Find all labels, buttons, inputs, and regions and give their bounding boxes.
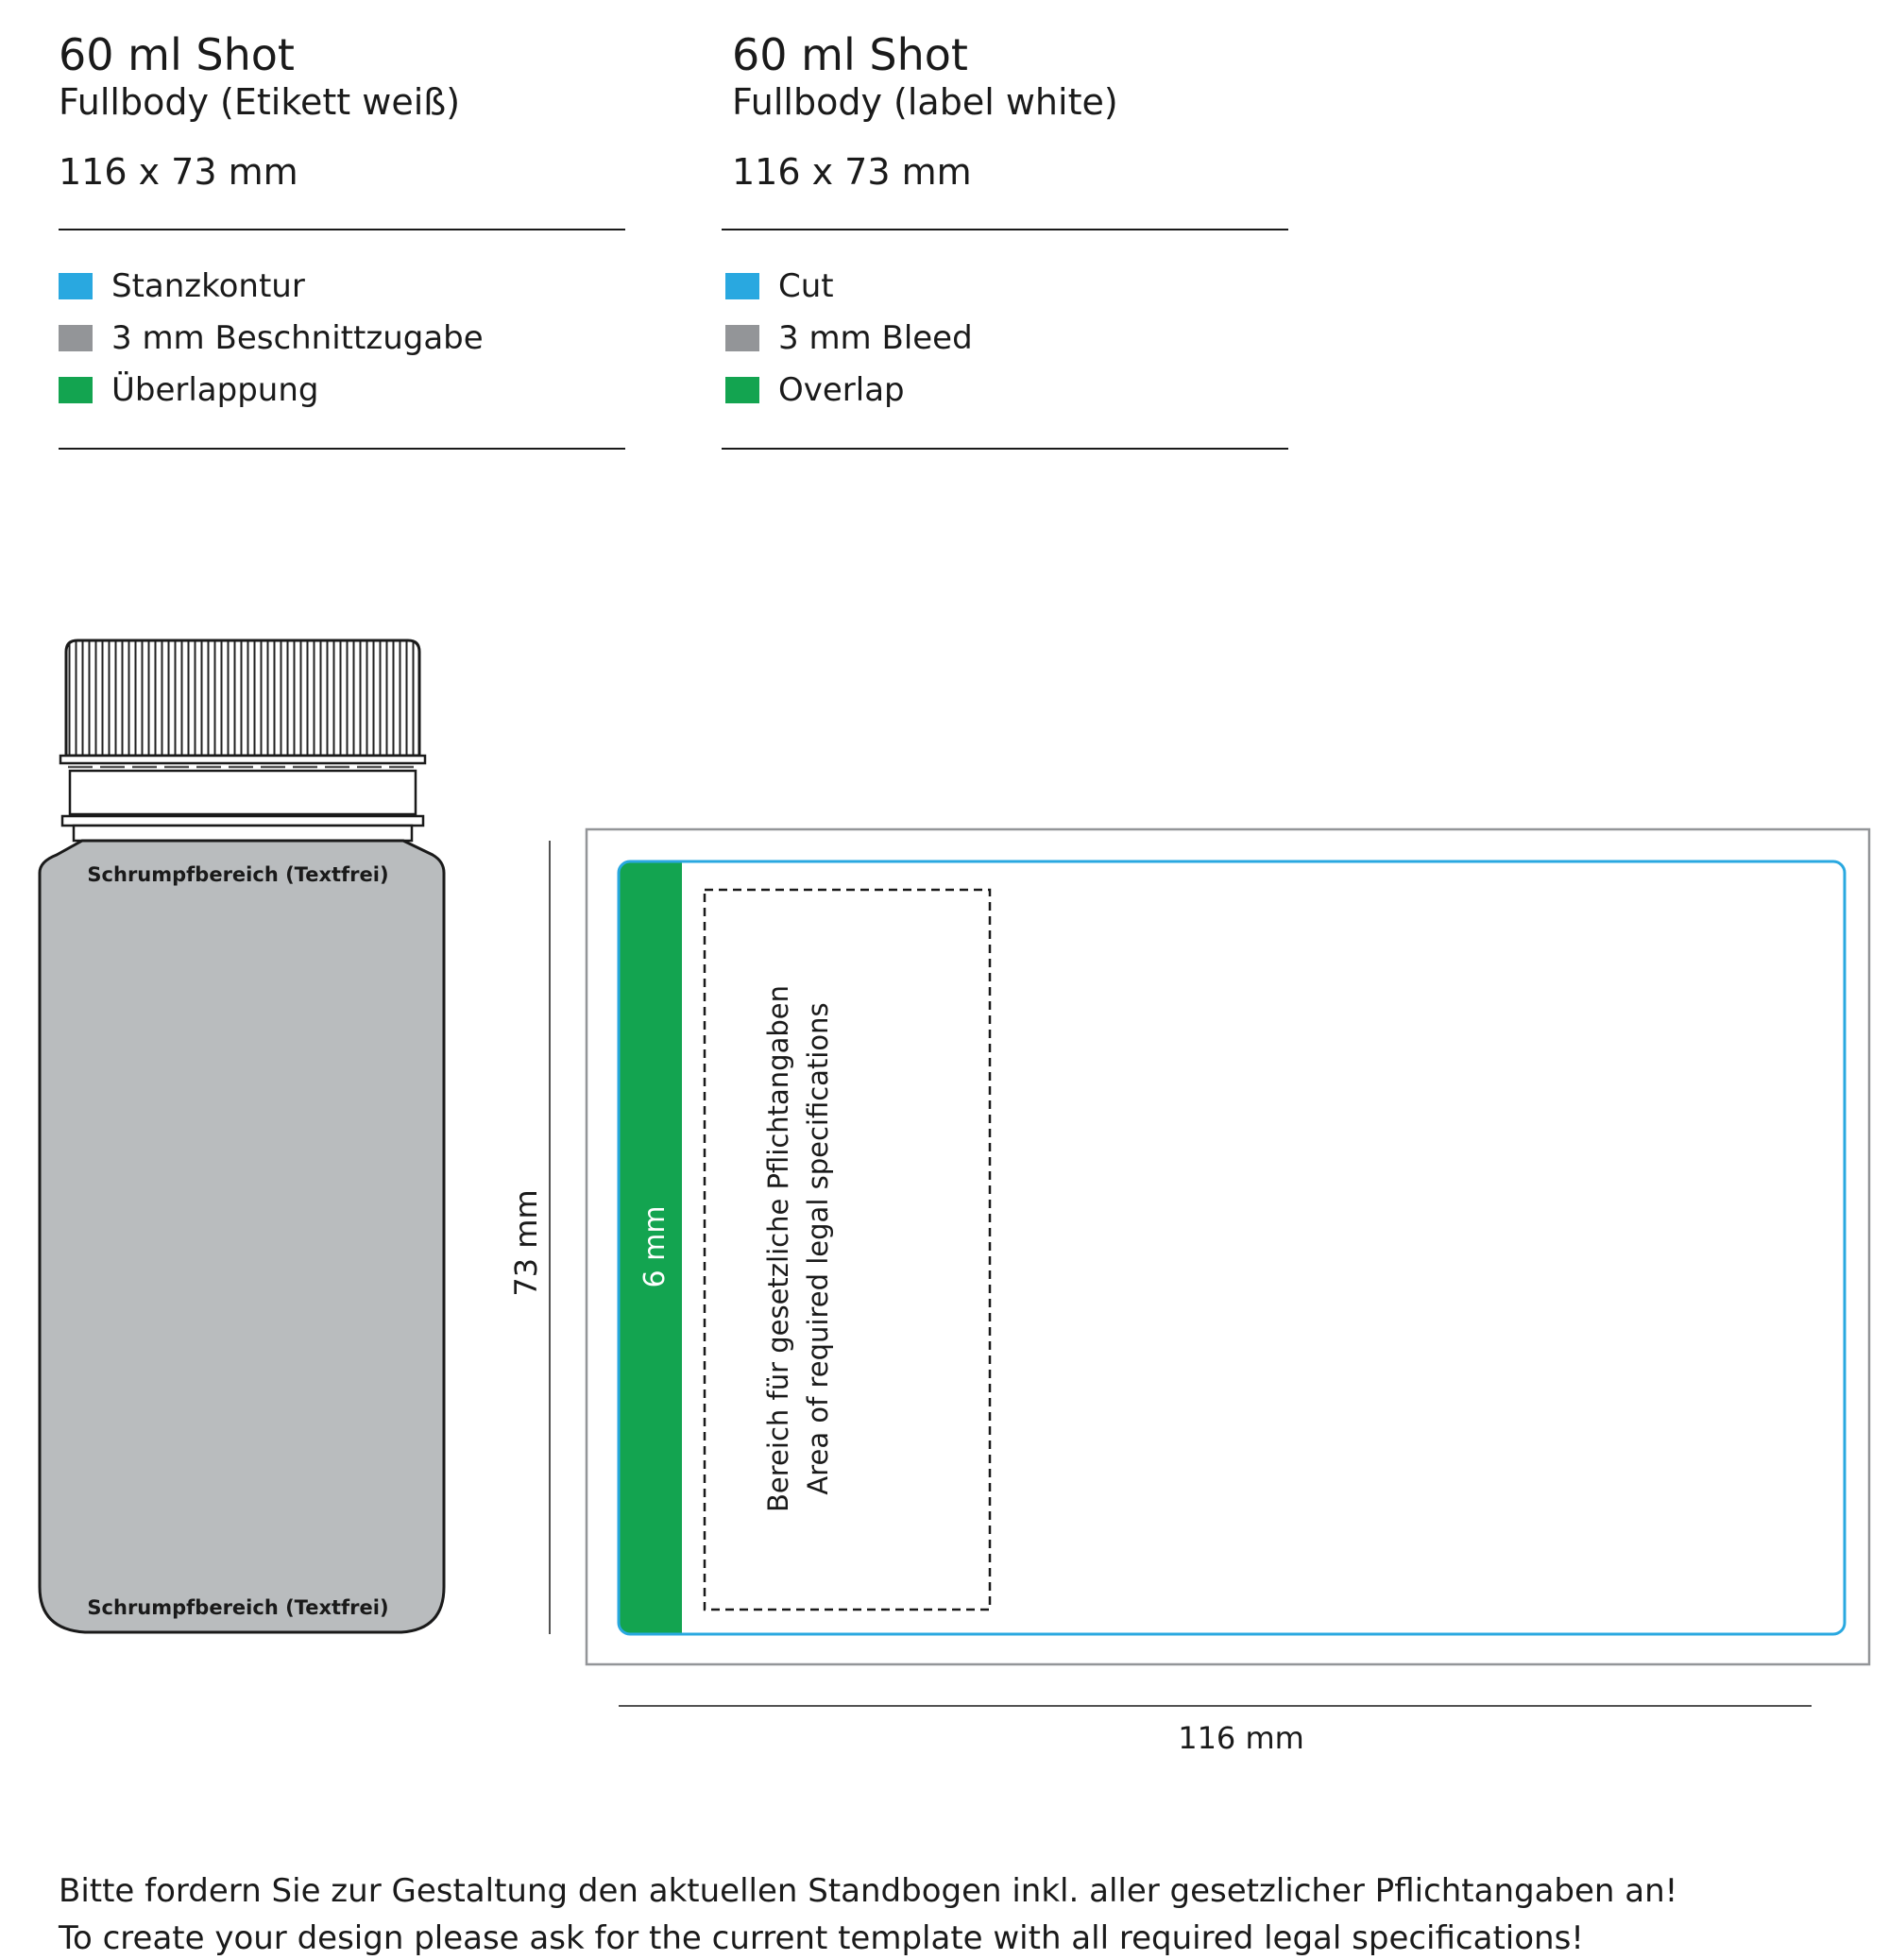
- neck-collar: [62, 816, 423, 826]
- legend-item-overlap-en: [725, 371, 905, 409]
- bottle-body: [40, 841, 444, 1632]
- legend-label: 3 mm Beschnittzugabe: [111, 319, 484, 357]
- size-de: 116 x 73 mm: [59, 151, 298, 193]
- legal-area-label-de: Bereich für gesetzliche Pflichtangaben: [762, 985, 794, 1512]
- cap-rim: [60, 756, 425, 763]
- swatch-bleed-icon: [725, 325, 759, 351]
- shrink-area-top-label: Schrumpfbereich (Textfrei): [87, 863, 389, 886]
- legend-item-bleed-de: [59, 319, 484, 357]
- legend-label: Stanzkontur: [111, 267, 305, 305]
- label-template: [491, 812, 1889, 1776]
- legend-item-overlap-de: [59, 371, 319, 409]
- divider-top-en: [722, 229, 1288, 230]
- swatch-cut-icon: [725, 273, 759, 299]
- size-en: 116 x 73 mm: [732, 151, 972, 193]
- overlap-width-label: 6 mm: [638, 1205, 672, 1288]
- legend-label: Überlappung: [111, 371, 319, 409]
- divider-bottom-de: [59, 448, 625, 450]
- legend-label: Cut: [778, 267, 834, 305]
- bottle-neck: [70, 771, 416, 814]
- subtitle-de: Fullbody (Etikett weiß): [59, 81, 461, 123]
- legend-item-cut-de: [59, 267, 305, 305]
- swatch-bleed-icon: [59, 325, 93, 351]
- divider-bottom-en: [722, 448, 1288, 450]
- legend-item-cut-en: [725, 267, 834, 305]
- footer-note-en: To create your design please ask for the current template with all required legal specifications!: [59, 1919, 1584, 1957]
- height-dimension-label: 73 mm: [508, 1189, 544, 1297]
- swatch-cut-icon: [59, 273, 93, 299]
- bottle-cap: [66, 640, 419, 756]
- legal-area-label-en: Area of required legal specifications: [802, 1002, 834, 1495]
- swatch-overlap-icon: [59, 377, 93, 403]
- legend-label: Overlap: [778, 371, 905, 409]
- swatch-overlap-icon: [725, 377, 759, 403]
- shrink-area-bottom-label: Schrumpfbereich (Textfrei): [87, 1596, 389, 1619]
- legend-label: 3 mm Bleed: [778, 319, 973, 357]
- title-en: 60 ml Shot: [732, 29, 968, 80]
- footer-note-de: Bitte fordern Sie zur Gestaltung den aktuellen Standbogen inkl. aller gesetzlicher Pflichtangaben an!: [59, 1872, 1678, 1910]
- bottle-illustration: [0, 623, 472, 1644]
- subtitle-en: Fullbody (label white): [732, 81, 1118, 123]
- legend-item-bleed-en: [725, 319, 973, 357]
- width-dimension-label: 116 mm: [1178, 1720, 1304, 1756]
- title-de: 60 ml Shot: [59, 29, 295, 80]
- neck-base: [74, 826, 412, 841]
- divider-top-de: [59, 229, 625, 230]
